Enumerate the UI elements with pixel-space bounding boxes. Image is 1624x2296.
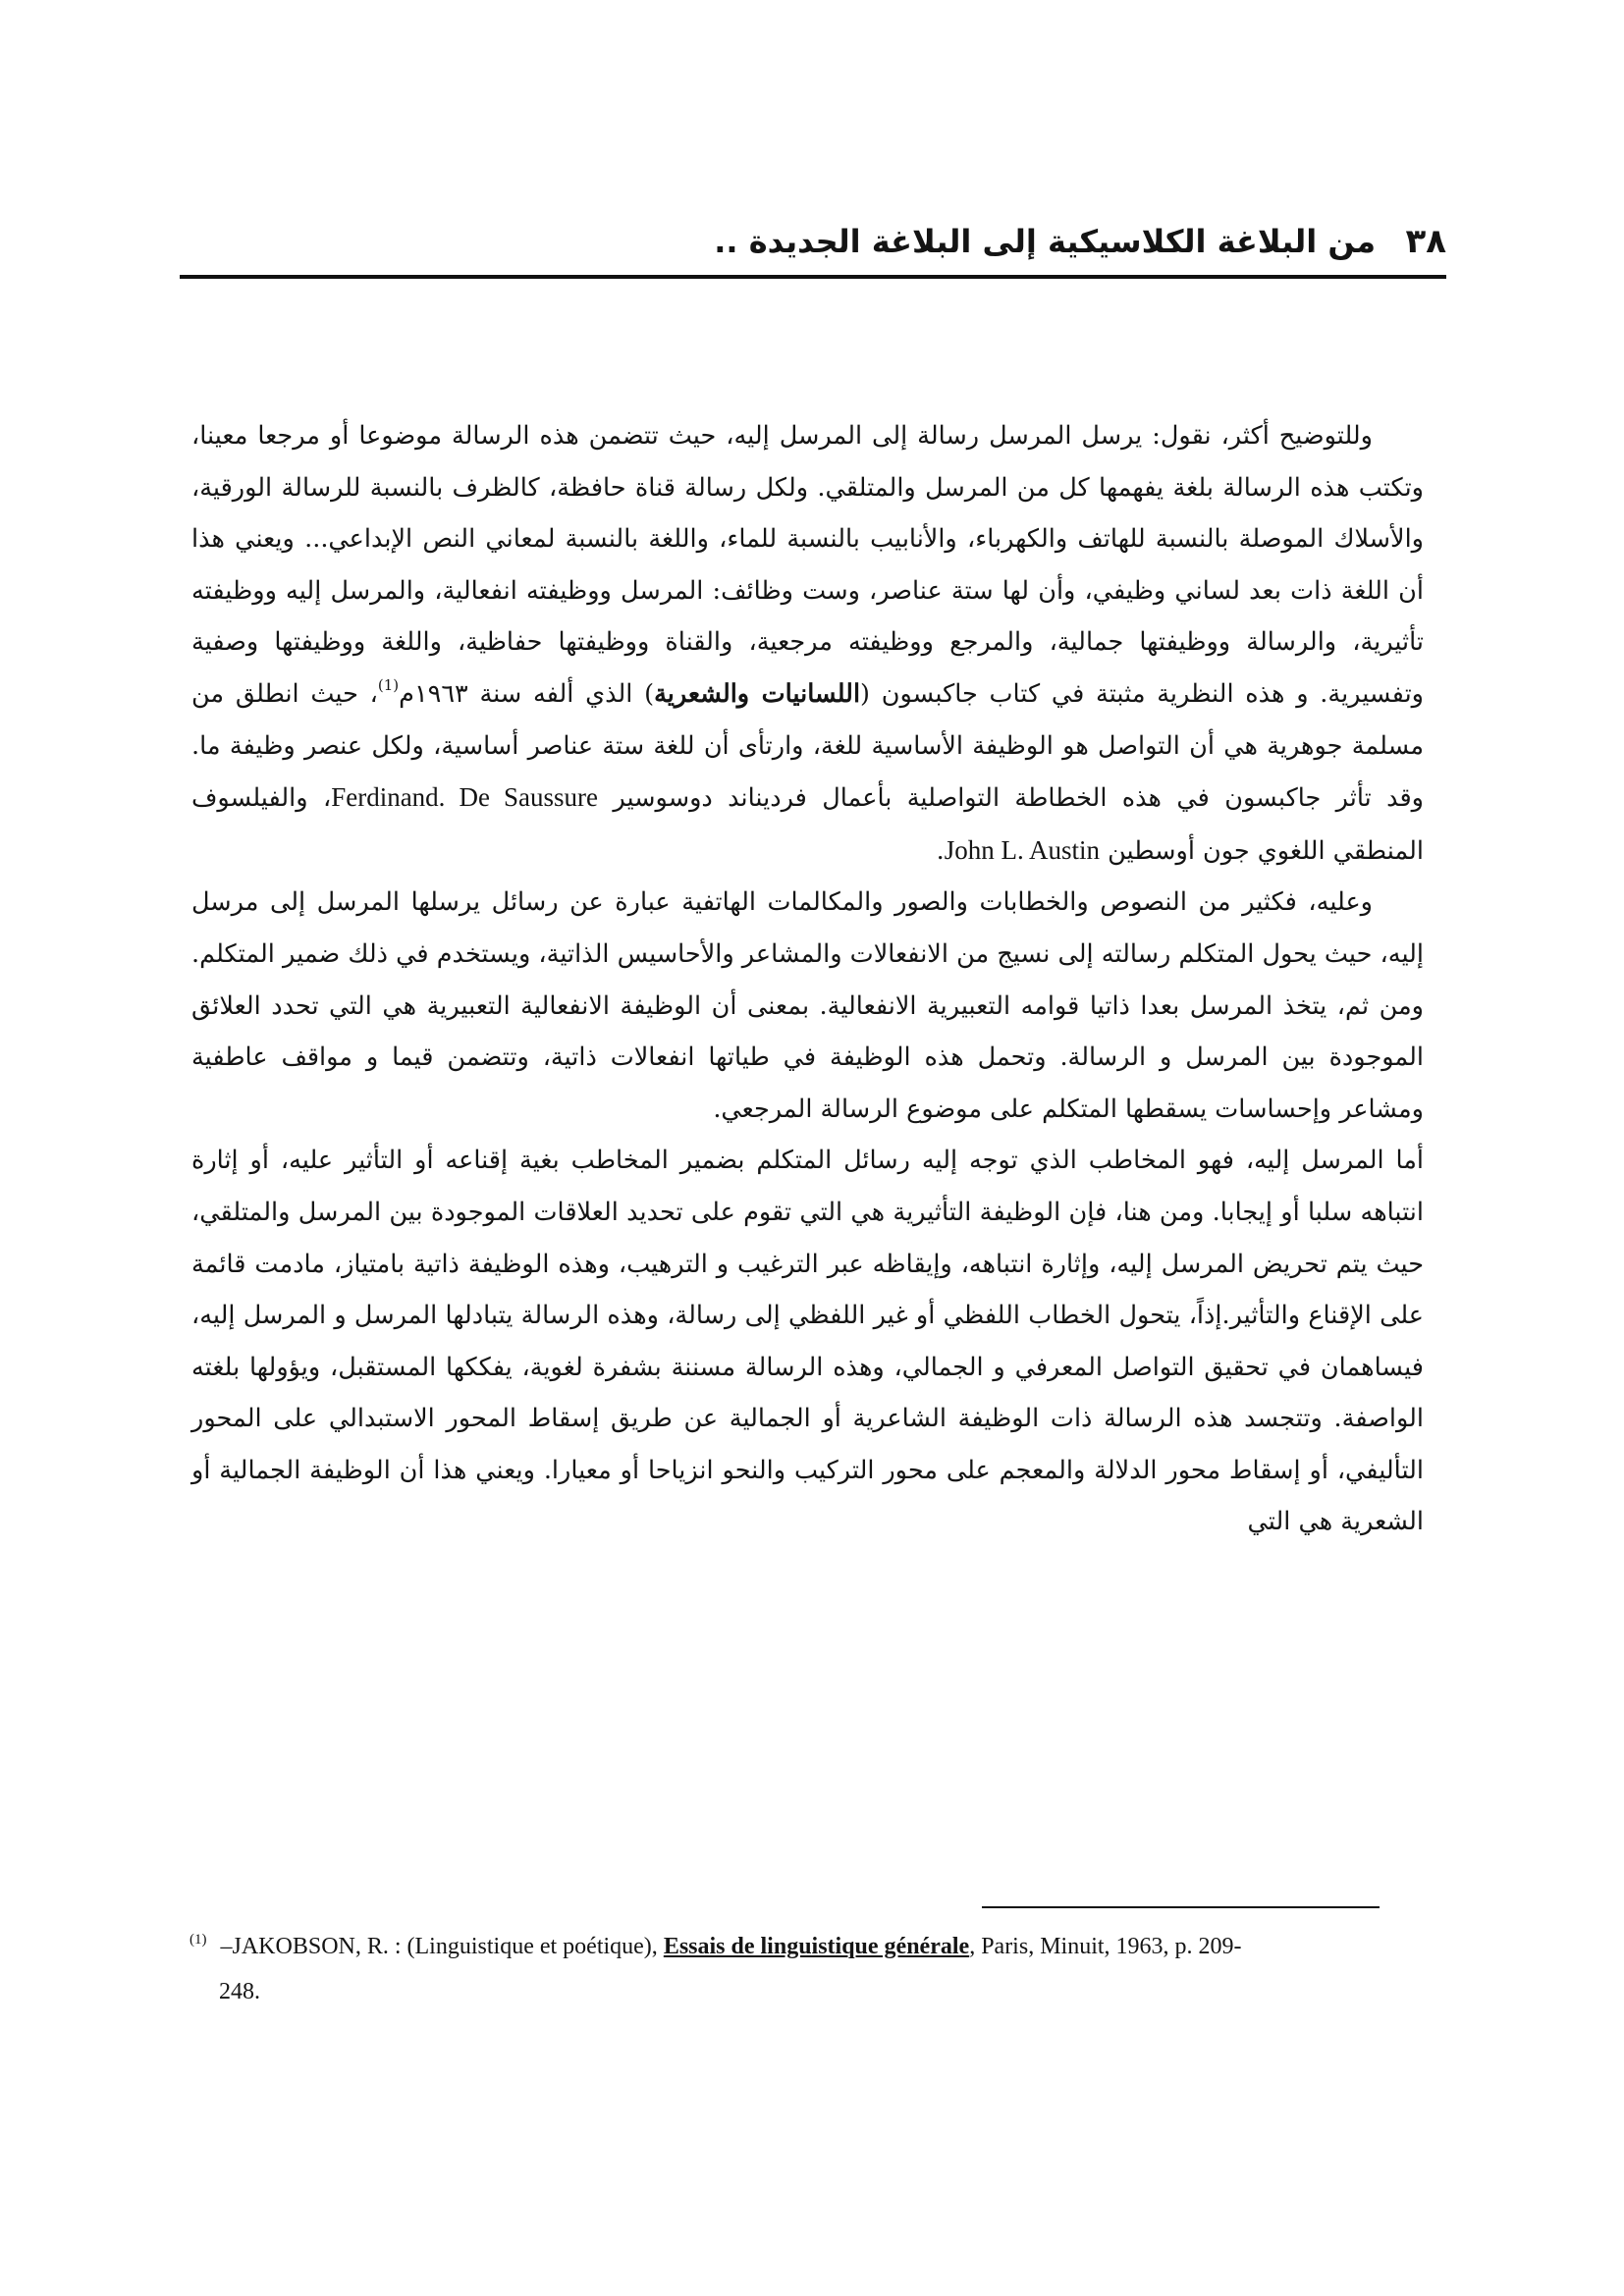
footnote-separator [982, 1906, 1380, 1908]
footnote-mark: (1) [189, 1932, 207, 1948]
footnote-suffix: , Paris, Minuit, 1963, p. 209- [969, 1934, 1242, 1959]
footnote-prefix: –JAKOBSON, R. : (Linguistique et poétique), [220, 1934, 664, 1959]
paragraph-1-part-d: ، والفيلسوف المنطقي اللغوي جون أوسطين [191, 783, 1424, 866]
running-title: من البلاغة الكلاسيكية إلى البلاغة الجديدة .. [714, 223, 1376, 260]
book-title-link-text: اللسانيات والشعرية [654, 678, 861, 709]
austin-name-latin: John L. Austin [944, 834, 1101, 865]
footnote-book-title: Essais de linguistique générale [663, 1934, 970, 1959]
paragraph-1-part-c: ، حيث انطلق من مسلمة جوهرية هي أن التواصل هو الوظيفة الأساسية للغة، وارتأى أن للغة ستة عناصر أساسية، ولكل عنصر وظيفة ما. وقد تأثر جاكبسون في هذه الخطاطة التواصلية بأعمال فرديناند دوسوسير [191, 678, 1424, 814]
body-text [191, 410, 1424, 1548]
footnote-reference[interactable]: (1) [377, 675, 400, 694]
footnote [189, 1924, 1432, 2014]
paragraph-1 [191, 410, 1424, 877]
paragraph-1-part-b: ) الذي ألفه سنة ١٩٦٣م [399, 678, 655, 709]
page-number: ٣٨ [1405, 222, 1446, 261]
paragraph-3: أما المرسل إليه، فهو المخاطب الذي توجه إليه رسائل المتكلم بضمير المخاطب بغية إقناعه أو التأثير عليه، أو إثارة انتباهه سلبا أو إيجابا. ومن هنا، فإن الوظيفة التأثيرية هي التي تقوم على تحديد العلاقات الموجودة بين المرسل والمتلقي، حيث يتم تحريض المرسل إليه، وإثارة انتباهه، وإيقاظه عبر الترغيب و الترهيب، وهذه الوظيفة ذاتية بامتياز، مادمت قائمة على الإقناع والتأثير.إذاً، يتحول الخطاب اللفظي أو غير اللفظي إلى رسالة، وهذه الرسالة يتبادلها المرسل و المرسل إليه، فيساهمان في تحقيق التواصل المعرفي و الجمالي، وهذه الرسالة مسننة بشفرة لغوية، يفككها المستقبل، ويؤولها بلغته الواصفة. وتتجسد هذه الرسالة ذات الوظيفة الشاعرية أو الجمالية عن طريق إسقاط المحور الاستبدالي على المحور التأليفي، أو إسقاط محور الدلالة والمعجم على محور التركيب والنحو انزياحا أو معيارا. ويعني هذا أن الوظيفة الجمالية أو الشعرية هي التي [191, 1146, 1424, 1537]
paragraph-1-part-a: وللتوضيح أكثر، نقول: يرسل المرسل رسالة إلى المرسل إليه، حيث تتضمن هذه الرسالة موضوعا أو مرجعا معينا، وتكتب هذه الرسالة بلغة يفهمها كل من المرسل والمتلقي. ولكل رسالة قناة حافظة، كالظرف بالنسبة للرسالة الورقية، والأسلاك الموصلة بالنسبة للهاتف والكهرباء، والأنابيب بالنسبة للماء، واللغة بالنسبة لمعاني النص الإبداعي... ويعني هذا أن اللغة ذات بعد لساني وظيفي، وأن لها ستة عناصر، وست وظائف: المرسل ووظيفته انفعالية، والمرسل إليه ووظيفته تأثيرية، والرسالة ووظيفتها جمالية، والمرجع ووظيفته مرجعية، والقناة ووظيفتها حفاظية، واللغة ووظيفتها وصفية وتفسيرية. و هذه النظرية مثبتة في كتاب جاكبسون ( [191, 421, 1424, 709]
footnote-continuation: 248. [219, 1979, 260, 2004]
paragraph-2: وعليه، فكثير من النصوص والخطابات والصور والمكالمات الهاتفية عبارة عن رسائل يرسلها المرسل إلى مرسل إليه، حيث يحول المتكلم رسالته إلى نسيج من الانفعالات والمشاعر والأحاسيس الذاتية، ويستخدم في ذلك ضمير المتكلم. ومن ثم، يتخذ المرسل بعدا ذاتيا قوامه التعبيرية الانفعالية. بمعنى أن الوظيفة الانفعالية التعبيرية هي التي تحدد العلائق الموجودة بين المرسل و الرسالة. وتحمل هذه الوظيفة في طياتها انفعالات ذاتية، وتتضمن قيما و مواقف عاطفية ومشاعر وإحساسات يسقطها المتكلم على موضوع الرسالة المرجعي. [191, 887, 1424, 1124]
saussure-name-latin: Ferdinand. De Saussure [331, 782, 599, 813]
paragraph-1-part-e: . [936, 835, 945, 866]
page-header [180, 218, 1446, 279]
